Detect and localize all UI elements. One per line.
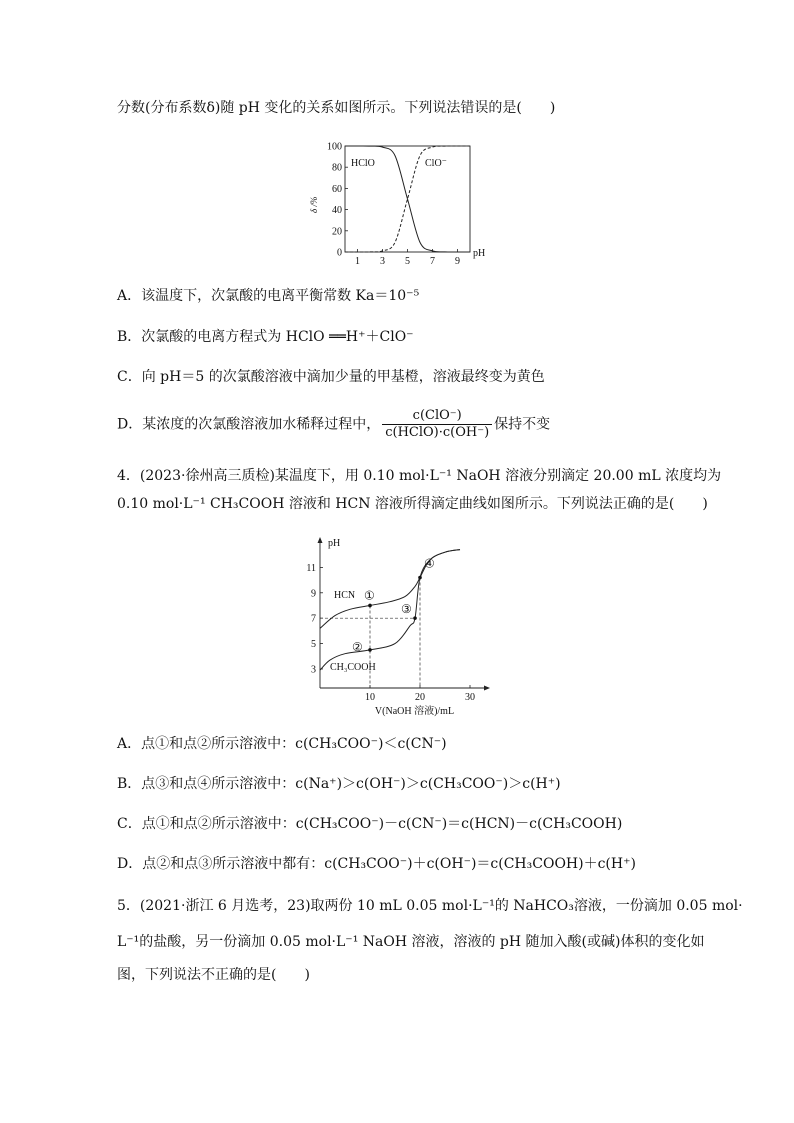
point-label: ②: [352, 639, 363, 654]
y-tick-label: 9: [311, 588, 316, 600]
q4-option-d: D．点②和点③所示溶液中都有：c(CH₃COO⁻)＋c(OH⁻)＝c(CH₃COOH)＋c(H⁺): [117, 856, 636, 872]
x-tick-label: 20: [415, 692, 425, 703]
q3-stem: 分数(分布系数δ)随 pH 变化的关系如图所示。下列说法错误的是( ): [117, 100, 556, 116]
q3-option-d: [117, 408, 550, 441]
x-tick-label: 10: [365, 692, 375, 703]
distribution-chart: [300, 138, 500, 268]
fraction-denominator: c(HClO)·c(OH⁻): [385, 425, 490, 440]
point-marker: [418, 576, 422, 580]
point-label: ④: [424, 556, 435, 571]
q4-stem-line1: 4．(2023·徐州高三质检)某温度下，用 0.10 mol·L⁻¹ NaOH 溶液分别滴定 20.00 mL 浓度均为: [117, 468, 722, 484]
point-label: ①: [364, 588, 375, 603]
x-axis-label: pH: [473, 248, 486, 259]
x-tick-label: 7: [430, 256, 435, 267]
x-tick-label: 1: [355, 256, 360, 267]
point-marker: [413, 616, 417, 620]
y-axis-arrow: [318, 537, 323, 543]
q5-stem-line3: 图，下列说法不正确的是( ): [117, 967, 310, 983]
y-axis-label: pH: [328, 538, 341, 549]
titration-chart-svg: [300, 528, 500, 718]
y-tick-label: 0: [337, 247, 342, 259]
y-tick-label: 5: [311, 639, 316, 651]
y-tick-label: 3: [311, 664, 316, 676]
y-tick-label: 40: [332, 205, 342, 217]
x-axis-label: V(NaOH 溶液)/mL: [374, 706, 455, 717]
y-tick-label: 7: [311, 613, 316, 625]
series-label-hclo: HClO: [351, 158, 375, 169]
q3-option-a: A．该温度下，次氯酸的电离平衡常数 Ka＝10⁻⁵: [117, 288, 420, 304]
series-label-ch3cooh: CH₃COOH: [330, 662, 376, 674]
series-line-ch3cooh: [320, 550, 460, 674]
q4-option-b: B．点③和点④所示溶液中：c(Na⁺)＞c(OH⁻)＞c(CH₃COO⁻)＞c(H⁺): [117, 776, 561, 792]
titration-chart: [300, 528, 500, 718]
series-label-hcn: HCN: [334, 589, 356, 601]
series-label-clo: ClO⁻: [425, 158, 447, 169]
x-tick-label: 3: [380, 256, 385, 267]
point-marker: [368, 648, 372, 652]
q4-option-c: C．点①和点②所示溶液中：c(CH₃COO⁻)－c(CN⁻)＝c(HCN)－c(CH₃COOH): [117, 816, 623, 832]
q3-option-d-post: 保持不变: [494, 416, 551, 433]
x-tick-label: 5: [405, 256, 410, 267]
point-marker: [368, 604, 372, 608]
y-axis-label: δ /%: [309, 196, 319, 213]
fraction-numerator: c(ClO⁻): [382, 408, 492, 425]
y-tick-label: 100: [327, 141, 342, 153]
q3-option-c: C．向 pH＝5 的次氯酸溶液中滴加少量的甲基橙，溶液最终变为黄色: [117, 369, 545, 385]
point-label: ③: [401, 602, 412, 617]
x-tick-label: 9: [455, 256, 460, 267]
q4-option-a: A．点①和点②所示溶液中：c(CH₃COO⁻)＜c(CN⁻): [117, 736, 447, 752]
q5-stem-line1: 5．(2021·浙江 6 月选考，23)取两份 10 mL 0.05 mol·L⁻¹的 NaHCO₃溶液，一份滴加 0.05 mol·: [117, 898, 743, 914]
y-tick-label: 80: [332, 162, 342, 174]
x-axis-arrow: [484, 686, 490, 691]
q3-option-d-pre: D．某浓度的次氯酸溶液加水稀释过程中，: [117, 416, 381, 433]
y-tick-label: 20: [332, 226, 342, 238]
q4-stem-line2: 0.10 mol·L⁻¹ CH₃COOH 溶液和 HCN 溶液所得滴定曲线如图所示。下列说法正确的是( ): [117, 496, 708, 512]
distribution-chart-svg: [300, 138, 500, 268]
q3-option-d-fraction: [382, 408, 492, 441]
x-tick-label: 30: [465, 692, 475, 703]
q5-stem-line2: L⁻¹的盐酸，另一份滴加 0.05 mol·L⁻¹ NaOH 溶液，溶液的 pH 随加入酸(或碱)体积的变化如: [117, 934, 705, 950]
y-tick-label: 60: [332, 183, 342, 195]
y-tick-label: 11: [306, 562, 316, 574]
q3-option-b: B．次氯酸的电离方程式为 HClO ══H⁺＋ClO⁻: [117, 329, 414, 345]
